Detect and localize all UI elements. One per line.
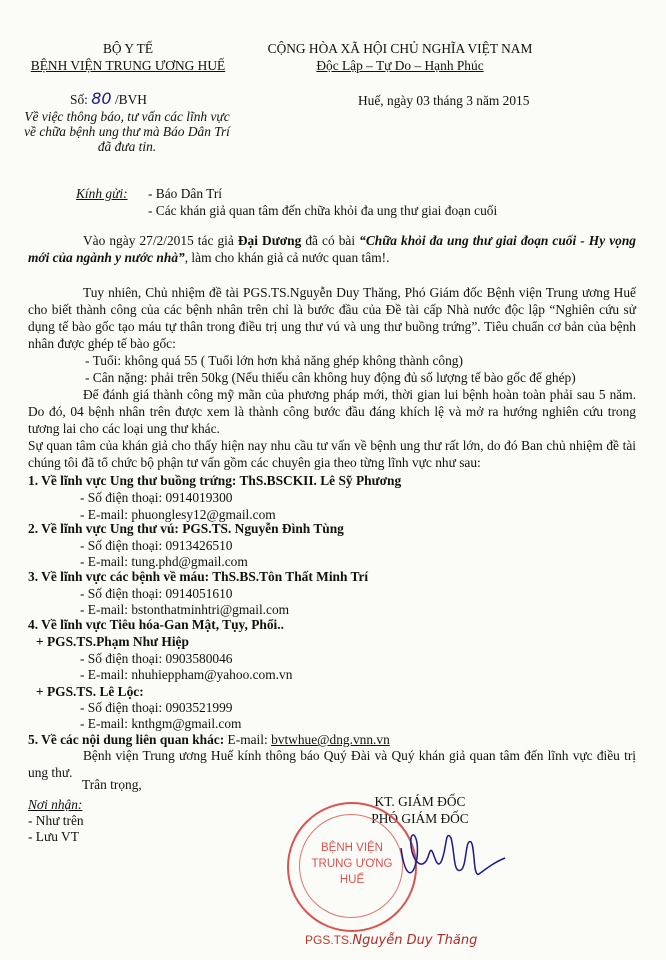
section5-email-link[interactable]: bvtwhue@dng.vnn.vn (271, 732, 390, 747)
noi-nhan-label: Nơi nhận: (28, 797, 83, 812)
article-title: “Chữa khỏi đa ung thư giai đoạn cuối - Hy vọng mới của ngành y nước nhà” (28, 233, 636, 265)
signature (395, 818, 510, 893)
contact-email: - E-mail: phuonglesy12@gmail.com (80, 507, 276, 522)
intro-author: Đại Dương (237, 233, 302, 248)
contact-phone: - Số điện thoại: 0903580046 (80, 651, 233, 666)
closing-paragraph: Bệnh viện Trung ương Huế kính thông báo Quý Đài và Quý khán giả quan tâm đến lĩnh vực điều trị ung thư. (28, 748, 636, 780)
stamp-line: TRUNG ƯƠNG (311, 858, 393, 870)
signer-name: Nguyễn Duy Thăng (352, 933, 478, 948)
section5-line (28, 731, 390, 748)
intro-text: Vào ngày 27/2/2015 tác giả (83, 233, 238, 248)
contact-heading: 1. Về lĩnh vực Ung thư buồng trứng: ThS.BSCKII. Lê Sỹ Phương (28, 473, 402, 488)
noi-nhan-item: - Như trên (28, 813, 84, 828)
signer-prefix: PGS.TS. (305, 933, 353, 947)
signature-stroke (401, 835, 505, 874)
contact-phone: - Số điện thoại: 0903521999 (80, 700, 233, 715)
contact-phone: - Số điện thoại: 0914051610 (80, 586, 233, 601)
number-value: 80 (91, 89, 112, 108)
signer (305, 932, 477, 949)
section5-email-label: E-mail: (224, 732, 272, 747)
place-date: Huế, ngày 03 tháng 3 năm 2015 (358, 93, 530, 108)
regards: Trân trọng, (82, 777, 142, 792)
contact-email: - E-mail: knthgm@gmail.com (80, 716, 242, 731)
contact-heading: 4. Về lĩnh vực Tiêu hóa-Gan Mật, Tụy, Phổi.. (28, 617, 284, 632)
criteria-age: - Tuổi: không quá 55 ( Tuổi lớn hơn khả năng ghép không thành công) (85, 353, 463, 368)
recipient-item: - Báo Dân Trí (148, 186, 223, 201)
recipients-label: Kính gửi: (76, 186, 128, 201)
sign-subtitle: PHÓ GIÁM ĐỐC (371, 811, 469, 826)
motto: Độc Lập – Tự Do – Hạnh Phúc (316, 58, 484, 73)
contact-heading: 2. Về lĩnh vực Ung thư vú: PGS.TS. Nguyễn Đình Tùng (28, 521, 344, 536)
number-prefix: Số: (70, 92, 88, 107)
body-paragraph: Tuy nhiên, Chủ nhiệm đề tài PGS.TS.Nguyễn Duy Thăng, Phó Giám đốc Bệnh viện Trung ương Huế cho biết thành công của các bệnh nhân trên chỉ là bước đầu của Đề tài cấp Nhà nước độc lập “Nghiên cứu sử dụng tế bào gốc tạo máu tự thân trong điều trị ung thư vú và ung thư buồng trứng”. Tiêu chuẩn cơ bản của bệnh nhân được ghép tế bào gốc: (28, 285, 636, 351)
contact-email: - E-mail: nhuhieppham@yahoo.com.vn (80, 667, 293, 682)
subject-line: Về việc thông báo, tư vấn các lĩnh vực (24, 109, 230, 124)
contact-subname: + PGS.TS. Lê Lộc: (36, 684, 144, 699)
criteria-weight: - Cân nặng: phải trên 50kg (Nếu thiếu cân không huy động đủ số lượng tế bào gốc để ghép) (85, 370, 576, 385)
number-suffix: /BVH (114, 92, 147, 107)
subject-line: về chữa bệnh ung thư mà Báo Dân Trí (24, 124, 230, 139)
contact-email: - E-mail: tung.phd@gmail.com (80, 554, 248, 569)
section5-heading: 5. Về các nội dung liên quan khác: (28, 732, 225, 747)
contact-heading: 3. Về lĩnh vực các bệnh về máu: ThS.BS.Tôn Thất Minh Trí (28, 569, 369, 584)
intro-text: , làm cho khán giả cả nước quan tâm!. (184, 250, 390, 265)
subject (20, 109, 234, 154)
republic-title: CỘNG HÒA XÃ HỘI CHỦ NGHĨA VIỆT NAM (267, 41, 533, 56)
document-number (70, 90, 147, 108)
noi-nhan-item: - Lưu VT (28, 829, 79, 844)
contact-phone: - Số điện thoại: 0914019300 (80, 490, 233, 505)
sign-title: KT. GIÁM ĐỐC (374, 794, 466, 809)
contact-subname: + PGS.TS.Phạm Như Hiệp (36, 634, 189, 649)
stamp-line: BỆNH VIỆN (321, 842, 383, 854)
recipient-item: - Các khán giả quan tâm đến chữa khỏi đa ung thư giai đoạn cuối (148, 203, 498, 218)
contact-email: - E-mail: bstonthatminhtri@gmail.com (80, 602, 290, 617)
body-paragraph: Sự quan tâm của khán giả cho thấy hiện nay nhu cầu tư vấn về bệnh ung thư rất lớn, do đó Ban chủ nhiệm đề tài chúng tôi đã tổ chức bộ phận tư vấn gồm các chuyên gia theo từng lĩnh vực như sau: (28, 438, 636, 470)
hospital-name: BỆNH VIỆN TRUNG ƯƠNG HUẾ (30, 58, 226, 73)
subject-line: đã đưa tin. (97, 139, 157, 154)
stamp-line: HUẾ (339, 874, 365, 886)
intro-paragraph (28, 232, 636, 266)
contact-phone: - Số điện thoại: 0913426510 (80, 538, 233, 553)
intro-text: đã có bài (301, 233, 360, 248)
body-paragraph: Để đánh giá thành công mỹ mãn của phương pháp mới, thời gian lui bệnh hoàn toàn phải sau 5 năm. Do đó, 04 bệnh nhân trên được xem là thành công bước đầu đáng khích lệ và mở ra hướng nghiên cứu trong tương lai cho các loại ung thư khác. (28, 387, 636, 436)
ministry-name: BỘ Y TẾ (102, 41, 154, 56)
